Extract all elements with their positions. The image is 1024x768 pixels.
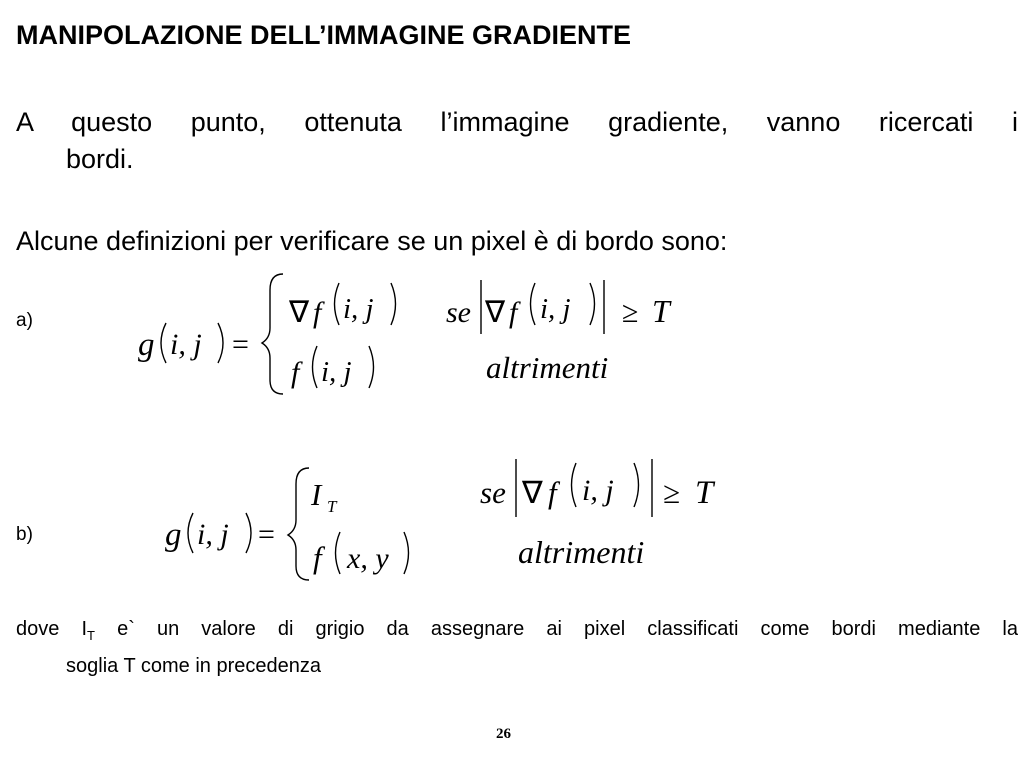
eq-b-cond-func: f [548,475,557,510]
eq-b-cond-nabla: ∇ [522,475,543,510]
eq-b-cond-paren-open [572,463,577,507]
note-paragraph [16,614,1018,681]
eq-b-case1-sub: T [327,497,337,516]
eq-a-case1-se: se [446,296,471,329]
label-a: a) [16,310,33,331]
intro-line-1: A questo punto, ottenuta l’immagine gradiente, vanno ricercati i [16,107,1018,137]
eq-a-case2-args: i, j [321,356,352,388]
eq-b-brace [288,468,309,580]
eq-a-lhs-args: i, j [170,328,202,361]
eq-b-case2-cond: altrimenti [518,534,645,570]
page-number: 26 [496,726,511,742]
note-line-2: soglia T come in precedenza [66,655,321,677]
eq-b-lhs-paren-open [188,513,193,553]
eq-a-cond-geq: ≥ [622,296,639,329]
eq-a-case2-cond: altrimenti [486,350,609,385]
eq-a-equals: = [232,328,249,361]
eq-b-cond-T: T [695,475,714,511]
eq-a-cond-nabla: ∇ [485,296,506,329]
eq-a-cond-func: f [509,296,518,329]
eq-b-case2-paren-open [336,532,341,574]
note-line-1 [16,614,1018,651]
eq-b-case1-se: se [480,475,506,510]
eq-a-case2-func: f [291,356,300,389]
slide-title: MANIPOLAZIONE DELL’IMMAGINE GRADIENTE [16,20,632,50]
definitions-paragraph: Alcune definizioni per verificare se un pixel è di bordo sono: [16,226,728,256]
note-subscript: T [87,628,95,643]
label-b: b) [16,524,33,545]
eq-b-equals: = [258,518,275,551]
eq-b-lhs-paren-close [246,513,251,553]
eq-b-lhs-args: i, j [197,518,229,551]
eq-a-case1-args: i, j [343,293,374,325]
eq-b-case2-args: x, y [347,542,389,575]
eq-b-cond-args: i, j [582,474,614,507]
eq-b-cond-paren-close [634,463,639,507]
note-prefix: dove I [16,618,88,640]
eq-a-cond-T: T [652,293,670,329]
eq-a-case1-func: f [313,296,322,329]
eq-a-case1-nabla: ∇ [289,296,310,329]
eq-b-case1-I: I [311,477,322,512]
note-line-1-rest: e` un valore di grigio da assegnare ai pixel classificati come bordi mediante la [94,618,1018,640]
eq-b-cond-geq: ≥ [663,475,681,510]
eq-a-cond-args: i, j [540,293,571,325]
eq-b-case2-func: f [313,540,322,575]
eq-b-lhs-func: g [165,517,182,553]
intro-line-2: bordi. [66,144,134,174]
eq-a-lhs-func: g [138,327,155,363]
eq-b-case2-paren-close [404,532,409,574]
